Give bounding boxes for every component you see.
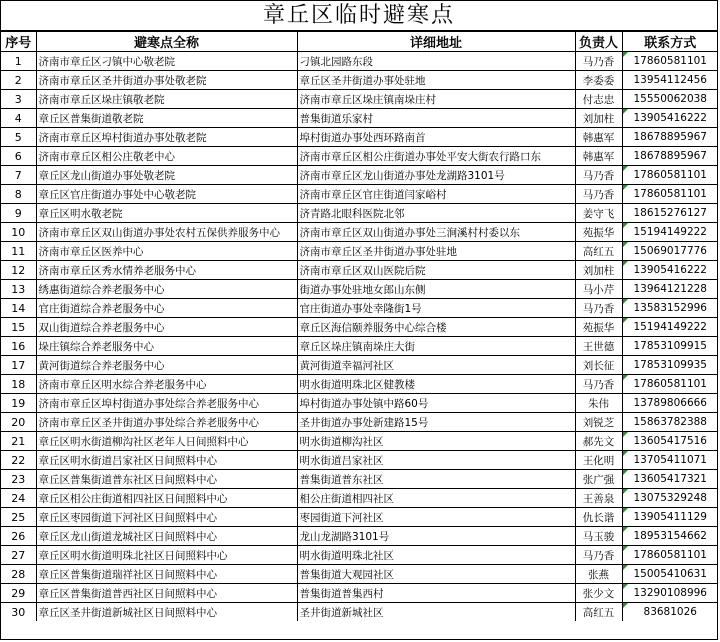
shelter-name-cell: 章丘区普集街道敬老院 <box>36 109 297 128</box>
table-row <box>1 52 718 71</box>
table-body <box>1 52 718 622</box>
address-cell: 官庄街道办事处幸隆街1号 <box>297 299 575 318</box>
address-cell: 济青路北眼科医院北邻 <box>297 204 575 223</box>
row-number: 11 <box>1 242 36 261</box>
row-number: 28 <box>1 565 36 584</box>
table-row <box>1 546 718 565</box>
address-cell: 圣井街道新城社区 <box>297 603 575 622</box>
person-cell: 马乃香 <box>575 52 622 71</box>
phone-cell: 83681026 <box>622 603 718 622</box>
phone-cell: 17860581101 <box>622 52 718 71</box>
person-cell: 仇长谐 <box>575 508 622 527</box>
person-cell: 韩惠军 <box>575 147 622 166</box>
person-cell: 高红五 <box>575 242 622 261</box>
phone-cell: 13905411129 <box>622 508 718 527</box>
shelter-name-cell: 济南市章丘区圣井街道办事处综合养老服务中心 <box>36 413 297 432</box>
address-cell: 章丘区圣井街道办事处驻地 <box>297 71 575 90</box>
shelter-name-cell: 济南市章丘区刁镇中心敬老院 <box>36 52 297 71</box>
header-no: 序号 <box>1 32 36 52</box>
shelter-name-cell: 章丘区圣井街道新城社区日间照料中心 <box>36 603 297 622</box>
shelter-name-cell: 垛庄镇综合养老服务中心 <box>36 337 297 356</box>
address-cell: 明水街道明珠北社区 <box>297 546 575 565</box>
table-row <box>1 147 718 166</box>
address-cell: 龙山龙湖路3101号 <box>297 527 575 546</box>
row-number: 13 <box>1 280 36 299</box>
address-cell: 济南市章丘区圣井街道办事处驻地 <box>297 242 575 261</box>
row-number: 9 <box>1 204 36 223</box>
address-cell: 明水街道明珠北区健教楼 <box>297 375 575 394</box>
person-cell: 刘锐芝 <box>575 413 622 432</box>
phone-cell: 17860581101 <box>622 166 718 185</box>
shelter-name-cell: 章丘区普集街道普西社区日间照料中心 <box>36 584 297 603</box>
person-cell: 刘加柱 <box>575 261 622 280</box>
table-row <box>1 432 718 451</box>
table-row <box>1 394 718 413</box>
address-cell: 章丘区垛庄镇南垛庄大街 <box>297 337 575 356</box>
person-cell: 付志忠 <box>575 90 622 109</box>
phone-cell: 15194149222 <box>622 318 718 337</box>
row-number: 7 <box>1 166 36 185</box>
row-number: 4 <box>1 109 36 128</box>
person-cell: 马乃香 <box>575 185 622 204</box>
table-row <box>1 185 718 204</box>
shelter-name-cell: 济南市章丘区圣井街道办事处敬老院 <box>36 71 297 90</box>
table-row <box>1 603 718 622</box>
phone-cell: 17860581101 <box>622 185 718 204</box>
shelter-name-cell: 章丘区枣园街道下河社区日间照料中心 <box>36 508 297 527</box>
phone-cell: 13964121228 <box>622 280 718 299</box>
row-number: 26 <box>1 527 36 546</box>
table-row <box>1 413 718 432</box>
shelter-name-cell: 济南市章丘区秀水情养老服务中心 <box>36 261 297 280</box>
table-row <box>1 109 718 128</box>
person-cell: 苑振华 <box>575 318 622 337</box>
person-cell: 张广强 <box>575 470 622 489</box>
phone-cell: 17860581101 <box>622 375 718 394</box>
table-row <box>1 71 718 90</box>
header-person: 负责人 <box>575 32 622 52</box>
address-cell: 枣园街道下河社区 <box>297 508 575 527</box>
address-cell: 普集街道普东社区 <box>297 470 575 489</box>
phone-cell: 18615276127 <box>622 204 718 223</box>
sheet-title: 章丘区临时避寒点 <box>1 1 717 31</box>
table-row <box>1 356 718 375</box>
table-row <box>1 565 718 584</box>
person-cell: 张燕 <box>575 565 622 584</box>
phone-cell: 18678895967 <box>622 128 718 147</box>
phone-cell: 13789806666 <box>622 394 718 413</box>
phone-cell: 15069017776 <box>622 242 718 261</box>
address-cell: 济南市章丘区双山医院后院 <box>297 261 575 280</box>
row-number: 14 <box>1 299 36 318</box>
table-row <box>1 128 718 147</box>
phone-cell: 13605417321 <box>622 470 718 489</box>
person-cell: 郝先文 <box>575 432 622 451</box>
person-cell: 马玉骏 <box>575 527 622 546</box>
address-cell: 普集街道普集西村 <box>297 584 575 603</box>
shelter-name-cell: 章丘区普集街道普东社区日间照料中心 <box>36 470 297 489</box>
header-row <box>1 32 718 52</box>
person-cell: 王世德 <box>575 337 622 356</box>
shelter-name-cell: 黄河街道综合养老服务中心 <box>36 356 297 375</box>
shelter-name-cell: 章丘区明水街道明珠北社区日间照料中心 <box>36 546 297 565</box>
row-number: 1 <box>1 52 36 71</box>
phone-cell: 15550062038 <box>622 90 718 109</box>
phone-cell: 18953154662 <box>622 527 718 546</box>
shelter-name-cell: 章丘区明水敬老院 <box>36 204 297 223</box>
person-cell: 朱伟 <box>575 394 622 413</box>
person-cell: 马小芹 <box>575 280 622 299</box>
phone-cell: 13605417516 <box>622 432 718 451</box>
address-cell: 章丘区海信颐养服务中心综合楼 <box>297 318 575 337</box>
row-number: 5 <box>1 128 36 147</box>
person-cell: 马乃香 <box>575 299 622 318</box>
phone-cell: 15863782388 <box>622 413 718 432</box>
person-cell: 韩惠军 <box>575 128 622 147</box>
header-name: 避寒点全称 <box>36 32 297 52</box>
row-number: 27 <box>1 546 36 565</box>
address-cell: 圣井街道办事处新建路15号 <box>297 413 575 432</box>
phone-cell: 13705411071 <box>622 451 718 470</box>
row-number: 10 <box>1 223 36 242</box>
shelter-name-cell: 章丘区相公庄街道相四社区日间照料中心 <box>36 489 297 508</box>
address-cell: 街道办事处驻地女郎山东侧 <box>297 280 575 299</box>
table-row <box>1 337 718 356</box>
phone-cell: 13905416222 <box>622 109 718 128</box>
address-cell: 济南市章丘区双山街道办事处三涧溪村村委以东 <box>297 223 575 242</box>
address-cell: 黄河街道幸福河社区 <box>297 356 575 375</box>
person-cell: 苑振华 <box>575 223 622 242</box>
shelter-name-cell: 章丘区龙山街道办事处敬老院 <box>36 166 297 185</box>
phone-cell: 15194149222 <box>622 223 718 242</box>
table-row <box>1 451 718 470</box>
address-cell: 济南市章丘区官庄街道闫家峪村 <box>297 185 575 204</box>
shelter-name-cell: 济南市章丘区双山街道办事处农村五保供养服务中心 <box>36 223 297 242</box>
row-number: 22 <box>1 451 36 470</box>
row-number: 8 <box>1 185 36 204</box>
phone-cell: 18678895967 <box>622 147 718 166</box>
phone-cell: 17860581101 <box>622 546 718 565</box>
table-row <box>1 318 718 337</box>
person-cell: 王化明 <box>575 451 622 470</box>
address-cell: 济南市章丘区垛庄镇南垛庄村 <box>297 90 575 109</box>
row-number: 3 <box>1 90 36 109</box>
table-row <box>1 470 718 489</box>
table-row <box>1 489 718 508</box>
row-number: 25 <box>1 508 36 527</box>
shelter-name-cell: 绣惠街道综合养老服务中心 <box>36 280 297 299</box>
table-row <box>1 280 718 299</box>
row-number: 23 <box>1 470 36 489</box>
row-number: 15 <box>1 318 36 337</box>
address-cell: 济南市章丘区龙山街道办事处龙湖路3101号 <box>297 166 575 185</box>
shelter-name-cell: 济南市章丘区埠村街道办事处综合养老服务中心 <box>36 394 297 413</box>
table-row <box>1 223 718 242</box>
row-number: 18 <box>1 375 36 394</box>
person-cell: 王善泉 <box>575 489 622 508</box>
person-cell: 姜守飞 <box>575 204 622 223</box>
address-cell: 相公庄街道相四社区 <box>297 489 575 508</box>
address-cell: 明水街道吕家社区 <box>297 451 575 470</box>
row-number: 6 <box>1 147 36 166</box>
table-row <box>1 375 718 394</box>
shelter-name-cell: 双山街道综合养老服务中心 <box>36 318 297 337</box>
phone-cell: 13954112456 <box>622 71 718 90</box>
table-row <box>1 527 718 546</box>
table-row <box>1 508 718 527</box>
person-cell: 刘加柱 <box>575 109 622 128</box>
address-cell: 明水街道柳沟社区 <box>297 432 575 451</box>
shelter-name-cell: 章丘区明水街道吕家社区日间照料中心 <box>36 451 297 470</box>
row-number: 17 <box>1 356 36 375</box>
shelter-name-cell: 济南市章丘区埠村街道办事处敬老院 <box>36 128 297 147</box>
person-cell: 高红五 <box>575 603 622 622</box>
shelter-name-cell: 章丘区普集街道瑞祥社区日间照料中心 <box>36 565 297 584</box>
address-cell: 济南市章丘区相公庄街道办事处平安大街农行路口东 <box>297 147 575 166</box>
phone-cell: 13290108996 <box>622 584 718 603</box>
address-cell: 普集街道乐家村 <box>297 109 575 128</box>
address-cell: 埠村街道办事处镇中路60号 <box>297 394 575 413</box>
table-row <box>1 204 718 223</box>
person-cell: 刘长征 <box>575 356 622 375</box>
row-number: 12 <box>1 261 36 280</box>
shelter-name-cell: 济南市章丘区明水综合养老服务中心 <box>36 375 297 394</box>
row-number: 16 <box>1 337 36 356</box>
row-number: 19 <box>1 394 36 413</box>
shelter-name-cell: 章丘区龙山街道龙城社区日间照料中心 <box>36 527 297 546</box>
shelter-name-cell: 官庄街道综合养老服务中心 <box>36 299 297 318</box>
shelter-name-cell: 章丘区官庄街道办事处中心敬老院 <box>36 185 297 204</box>
person-cell: 张少文 <box>575 584 622 603</box>
person-cell: 马乃香 <box>575 375 622 394</box>
table-row <box>1 242 718 261</box>
row-number: 2 <box>1 71 36 90</box>
person-cell: 李委委 <box>575 71 622 90</box>
person-cell: 马乃香 <box>575 166 622 185</box>
table-row <box>1 261 718 280</box>
header-address: 详细地址 <box>297 32 575 52</box>
table-row <box>1 299 718 318</box>
phone-cell: 17853109935 <box>622 356 718 375</box>
row-number: 20 <box>1 413 36 432</box>
table-row <box>1 90 718 109</box>
shelter-name-cell: 济南市章丘区医养中心 <box>36 242 297 261</box>
phone-cell: 15005410631 <box>622 565 718 584</box>
row-number: 30 <box>1 603 36 622</box>
shelter-name-cell: 章丘区明水街道柳沟社区老年人日间照料中心 <box>36 432 297 451</box>
address-cell: 普集街道大观园社区 <box>297 565 575 584</box>
row-number: 29 <box>1 584 36 603</box>
address-cell: 埠村街道办事处西环路南首 <box>297 128 575 147</box>
header-phone: 联系方式 <box>622 32 718 52</box>
table-row <box>1 166 718 185</box>
shelter-table <box>1 31 718 621</box>
shelter-name-cell: 济南市章丘区垛庄镇敬老院 <box>36 90 297 109</box>
shelter-name-cell: 济南市章丘区相公庄敬老中心 <box>36 147 297 166</box>
phone-cell: 13583152996 <box>622 299 718 318</box>
phone-cell: 13905416222 <box>622 261 718 280</box>
table-row <box>1 584 718 603</box>
phone-cell: 13075329248 <box>622 489 718 508</box>
person-cell: 马乃香 <box>575 546 622 565</box>
phone-cell: 17853109915 <box>622 337 718 356</box>
address-cell: 刁镇北园路东段 <box>297 52 575 71</box>
row-number: 24 <box>1 489 36 508</box>
row-number: 21 <box>1 432 36 451</box>
